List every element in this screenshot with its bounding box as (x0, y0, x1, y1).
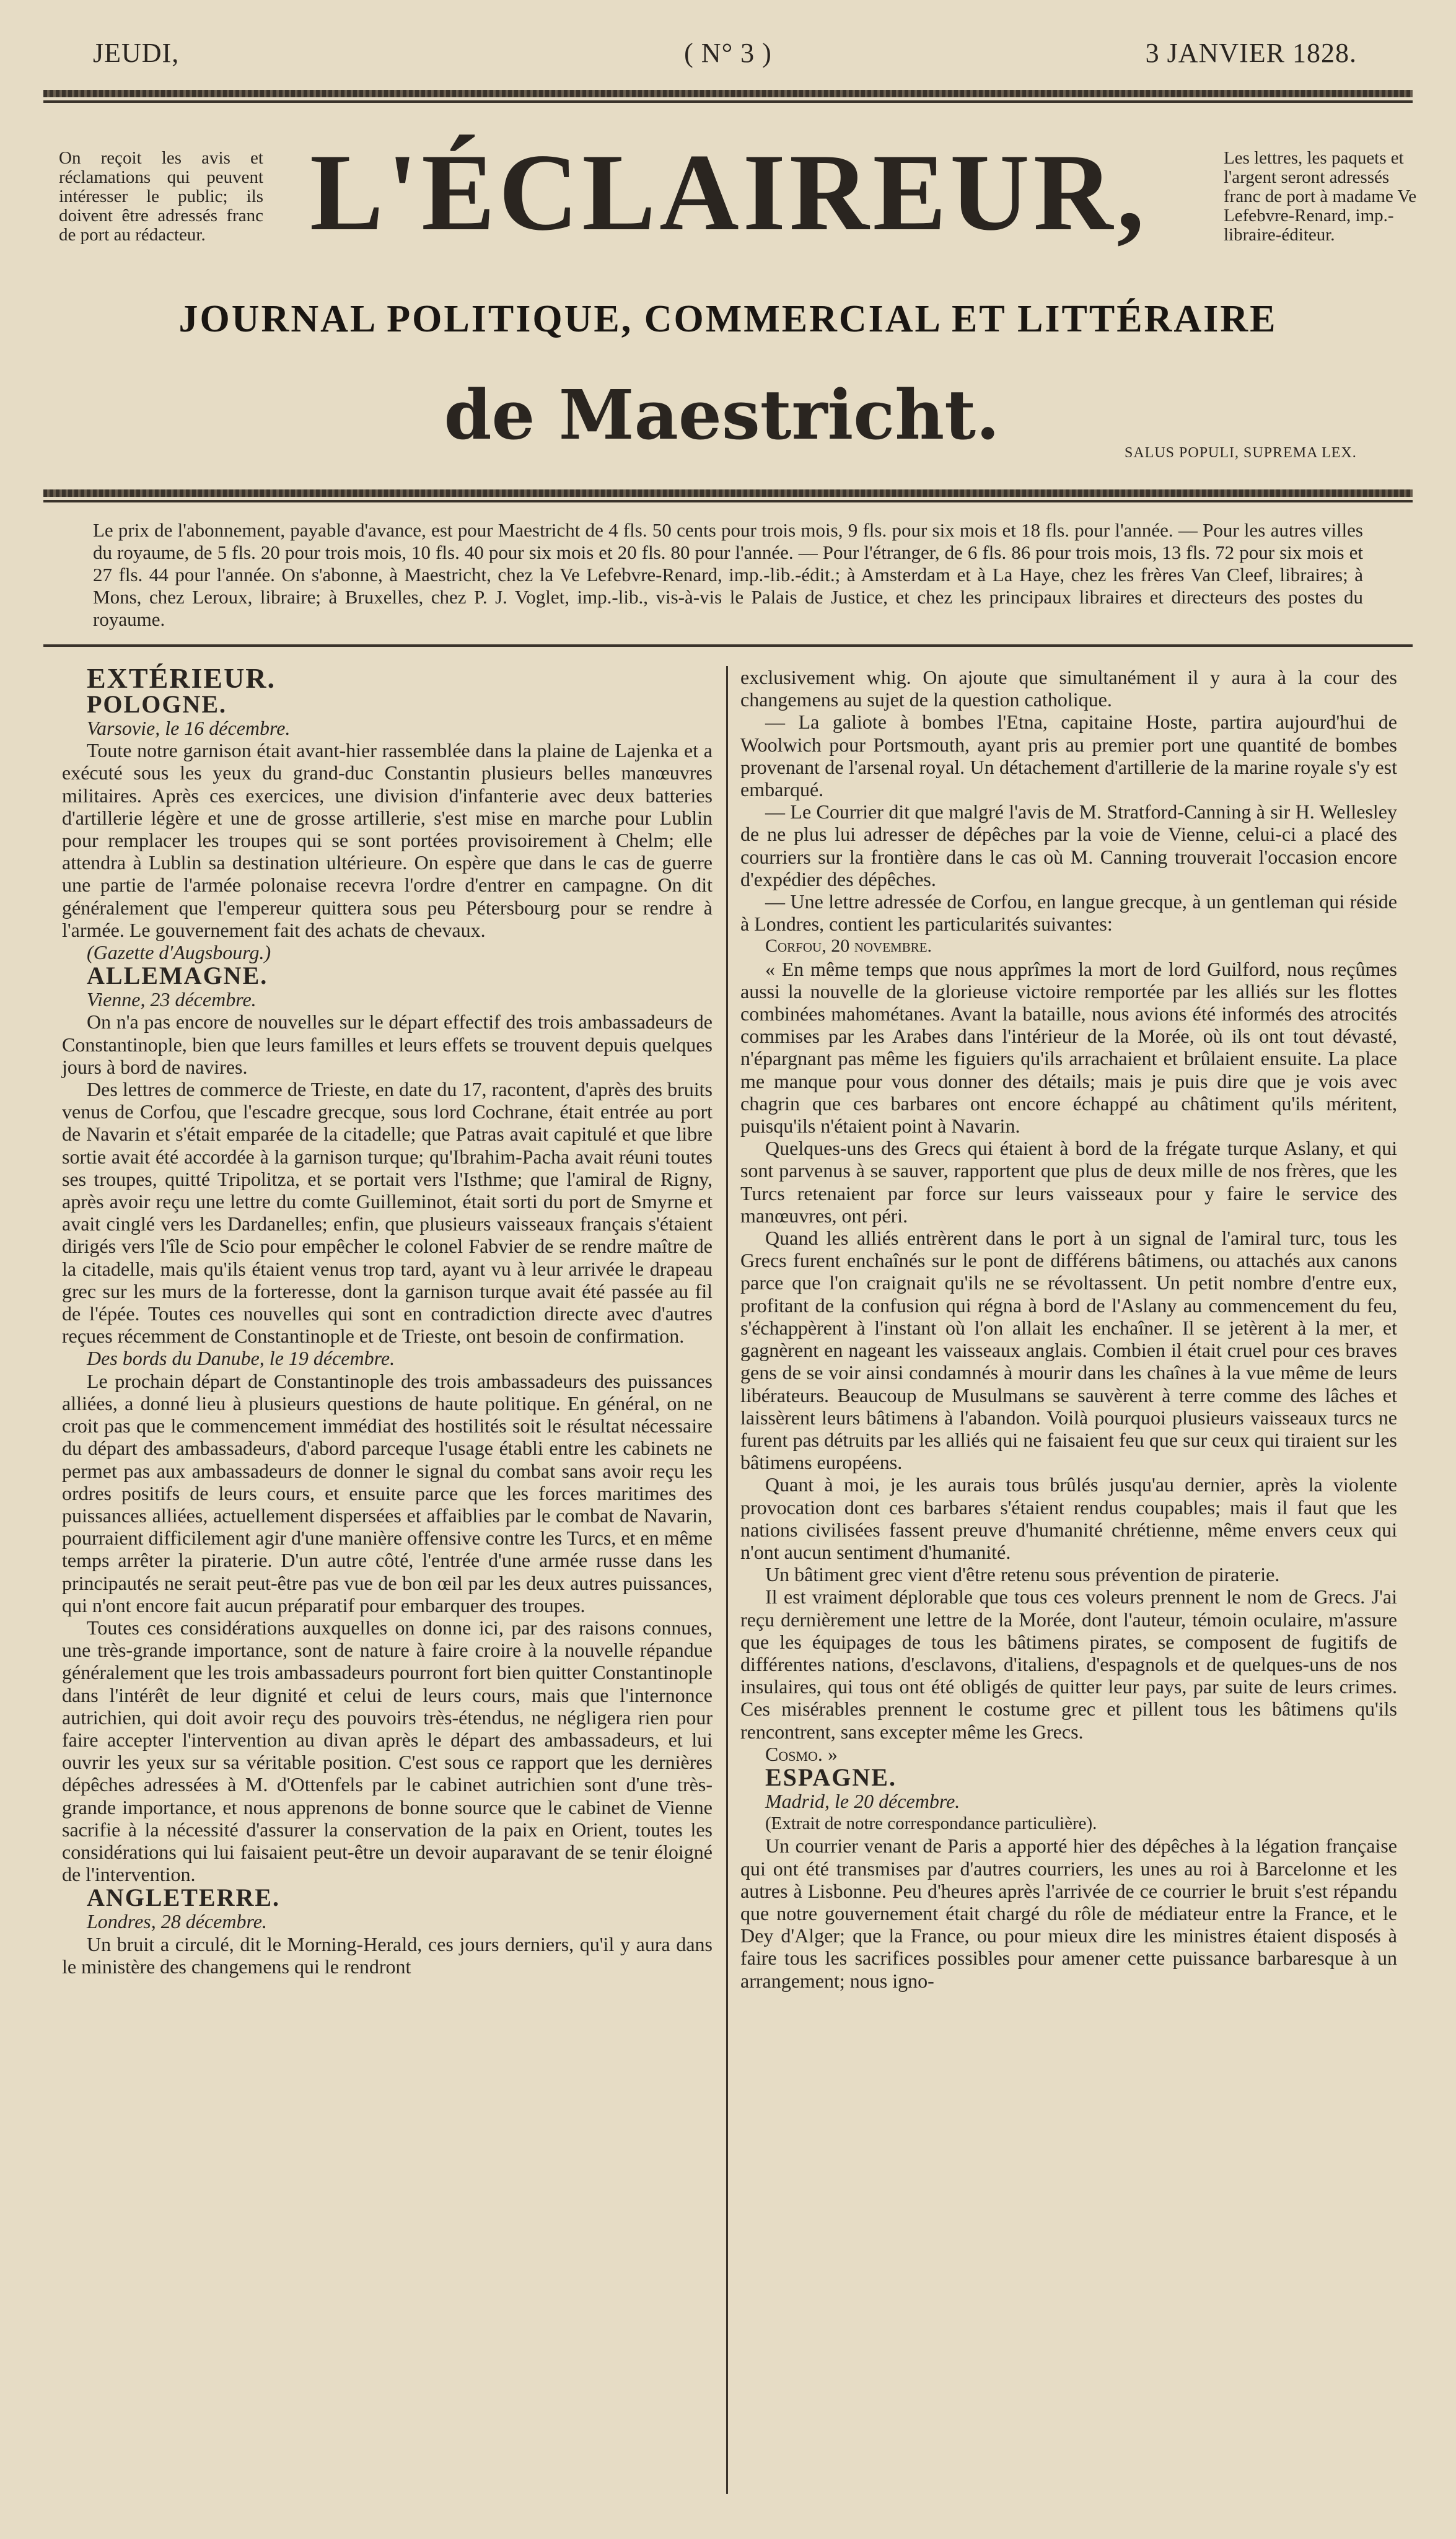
letter-paragraph-3: Quand les alliés entrèrent dans le port à un signal de l'amiral turc, tous les Grecs furent enchaînés sur le pont de différens bâtimens, ou attachés aux canons parce que l'on craignait qu'ils ne se révoltassent. Un petit nombre d'entre eux, profitant de la confusion qui régna à bord de l'Aslany au commencement du feu, s'échappèrent à l'instant où l'on allait les enchaîner. Il se jetèrent à la mer, et gagnèrent en nageant les vaisseaux anglais. Combien il était cruel pour ces braves gens de se voir ainsi condamnés à mourir dans les chaînes à la vue même de leurs libérateurs. Beaucoup de Musulmans se sauvèrent à terre comme des lâches et laissèrent leurs bâtimens à l'abandon. Voilà pourquoi plusieurs vaisseaux turcs ne furent pas détruits par les alliés qui ne faisaient feu que sur ceux qui tiraient sur les bâtimens européens. (740, 1227, 1397, 1474)
source-credit: (Gazette d'Augsbourg.) (87, 941, 271, 964)
section-allemagne: ALLEMAGNE. (87, 962, 268, 990)
issue-number: ( N° 3 ) (684, 38, 772, 68)
left-column (62, 662, 713, 1978)
section-angleterre: ANGLETERRE. (87, 1883, 281, 1912)
right-column (740, 666, 1397, 1992)
top-rule-thin (43, 100, 1413, 103)
article-madrid-1: Un courrier venant de Paris a apporté hier des dépêches à la légation française qui ont été transmises par d'autres courriers, les unes au roi à Barcelonne et les autres à Lisbonne. Peu d'heures après l'arrivée de ce courrier le bruit s'est répandu que notre gouvernement était chargé du rôle de médiateur entre la France, et le Dey d'Alger; que la France, ou pour mieux dire les ministres étaient disposés à faire tous les sacrifices possibles pour amener cette puissance barbaresque à un arrangement; nous igno- (740, 1835, 1397, 1992)
dateline-corfou: Corfou, 20 novembre. (765, 936, 932, 957)
subscription-rule (43, 644, 1413, 647)
dateline-varsovie: Varsovie, le 16 décembre. (87, 717, 291, 739)
section-pologne: POLOGNE. (87, 690, 227, 718)
letter-paragraph-1: « En même temps que nous apprîmes la mort de lord Guilford, nous reçûmes aussi la nouvelle de la glorieuse victoire remportée par les alliés sur les flottes combinées mahométanes. Avant la bataille, nous avions été informés des atrocités commises par les Arabes dans l'intérieur de la Morée, où ils ont tout dévasté, n'épargnant pas même les figuiers qu'ils arrachaient et brûlaient ensuite. La place me manque pour vous donner des détails; mais je puis dire que je vois avec chagrin que ces barbares ont encore échappé au châtiment qu'ils méritent, puisqu'ils n'étaient point à Navarin. (740, 957, 1397, 1138)
masthead-rule-thin (43, 500, 1413, 502)
masthead-city: de Maestricht. (444, 375, 1000, 455)
issue-day: JEUDI, (93, 38, 180, 68)
dateline-danube: Des bords du Danube, le 19 décembre. (87, 1347, 395, 1370)
article-pologne: Toute notre garnison était avant-hier rassemblée dans la plaine de Lajenka et a exécuté sous les yeux du grand-duc Constantin plusieurs belles manœuvres militaires. Après ces exercices, une division d'infanterie avec deux batteries d'artillerie légère et une de grosse artillerie, s'est mise en marche pour Lublin pour remplacer les troupes qui se sont portées provisoirement à Chelm; elle attendra à Lublin sa destination ultérieure. On espère que dans le cas de guerre une partie de l'armée polonaise recevra l'ordre d'entrer en campagne. On dit généralement que l'empereur quittera sous peu Pétersbourg pour se rendre à l'armée. Le gouvernement fait des achats de chevaux. (62, 739, 713, 941)
article-vienne-1: On n'a pas encore de nouvelles sur le départ effectif des trois ambassadeurs de Constantinople, bien que leurs familles et leurs effets se trouvent depuis quelques jours à bord de navires. (62, 1011, 713, 1078)
right-notice: Les lettres, les paquets et l'argent seront adressés franc de port à madame Ve Lefebvre-Renard, imp.-libraire-éditeur. (1224, 148, 1417, 245)
article-etna: — La galiote à bombes l'Etna, capitaine Hoste, partira aujourd'hui de Woolwich pour Portsmouth, ayant pris au premier port une quantité de bombes provenant de l'arsenal royal. Un détachement d'artillerie de la marine royale s'y est embarqué. (740, 711, 1397, 801)
letter-paragraph-5: Un bâtiment grec vient d'être retenu sous prévention de piraterie. (765, 1563, 1280, 1586)
dateline-madrid: Madrid, le 20 décembre. (765, 1789, 960, 1812)
article-danube-1: Le prochain départ de Constantinople des trois ambassadeurs des puissances alliées, a donné lieu à plusieurs questions de haute politique. En général, on ne croit pas que le commencement immédiat des hostilités soit le résultat nécessaire du départ des ambassadeurs, d'abord parceque l'usage établi entre les cabinets ne permet pas aux ambassadeurs de donner le signal du combat sans avoir reçu les ordres positifs de leurs cours, et ensuite parce que les forces maritimes des puissances alliées, actuellement dispersées et affaiblies par le combat de Navarin, pourraient difficilement agir d'une manière offensive contre les Turcs, et en même temps arrêter la piraterie. D'un autre côté, l'entrée d'une armée russe dans les principautés ne serait peut-être pas vue de bon œil par les deux autres puissances, qui n'ont encore fait aucun préparatif pour embarquer des troupes. (62, 1369, 713, 1616)
dateline-vienne: Vienne, 23 décembre. (87, 988, 257, 1011)
article-corfou-intro: — Une lettre adressée de Corfou, en langue grecque, à un gentleman qui réside à Londres, contient les particularités suivantes: (740, 890, 1397, 936)
article-londres-1: Un bruit a circulé, dit le Morning-Herald, ces jours derniers, qu'il y aura dans le ministère des changemens qui le rendront (62, 1932, 713, 1978)
section-espagne: ESPAGNE. (765, 1763, 897, 1791)
masthead-subtitle: JOURNAL POLITIQUE, COMMERCIAL ET LITTÉRAIRE (178, 298, 1278, 340)
letter-paragraph-2: Quelques-uns des Grecs qui étaient à bord de la frégate turque Aslany, et qui sont parvenus à se sauver, rapportent que plus de deux mille de nos frères, que les Turcs retenaient par force sur leurs vaisseaux pour y faire le service des manœuvres, ont péri. (740, 1137, 1397, 1227)
masthead-title: L'ÉCLAIREUR, (310, 131, 1148, 253)
letter-paragraph-4: Quant à moi, je les aurais tous brûlés jusqu'au dernier, après la violente provocation dont ces barbares s'étaient rendus coupables; mais il faut que les nations civilisées fassent preuve d'humanité chrétienne, même envers ceux qui n'ont aucun sentiment d'humanité. (740, 1473, 1397, 1563)
issue-date: 3 JANVIER 1828. (1145, 38, 1357, 68)
masthead-rule (43, 489, 1413, 497)
letter-paragraph-6: Il est vraiment déplorable que tous ces voleurs prennent le nom de Grecs. J'ai reçu dernièrement une lettre de la Morée, dont l'auteur, témoin oculaire, m'assure que les équipages de tous les bâtimens pirates, se composent de fugitifs de différentes nations, d'esclavons, d'italiens, d'espagnols et de quelques-uns de nos insulaires, qui tous ont été obligés de quitter leur pays, par suite de leurs crimes. Ces misérables prennent le costume grec et pillent tous les bâtimens qu'ils rencontrent, sans excepter même les Grecs. (740, 1585, 1397, 1743)
subscription-text: Le prix de l'abonnement, payable d'avance, est pour Maestricht de 4 fls. 50 cents pour trois mois, 9 fls. pour six mois et 18 fls. pour l'année. — Pour les autres villes du royaume, de 5 fls. 20 pour trois mois, 10 fls. 40 pour six mois et 20 fls. 80 pour l'année. — Pour l'étranger, de 6 fls. 86 pour trois mois, 13 fls. 72 pour six mois et 27 fls. 44 pour l'année. On s'abonne, à Maestricht, chez la Ve Lefebvre-Renard, imp.-lib.-édit.; à Amsterdam et à La Haye, chez les frères Van Cleef, libraires; à Mons, chez Leroux, libraire; à Bruxelles, chez P. J. Voglet, imp.-lib., vis-à-vis le Palais de Justice, et chez les principaux libraires et directeurs des postes du royaume. (93, 519, 1363, 630)
top-rule (43, 90, 1413, 97)
dateline-londres: Londres, 28 décembre. (87, 1910, 267, 1933)
letter-signature: Cosmo. » (765, 1742, 838, 1765)
section-exterieur: EXTÉRIEUR. (87, 662, 276, 694)
article-londres-cont: exclusivement whig. On ajoute que simultanément il y aura à la cour des changemens au sujet de la question catholique. (740, 666, 1397, 711)
left-notice: On reçoit les avis et réclamations qui peuvent intéresser le public; ils doivent être adressés franc de port au rédacteur. (59, 148, 263, 245)
subscription-notice (93, 519, 1363, 631)
article-vienne-2: Des lettres de commerce de Trieste, en date du 17, racontent, d'après des bruits venus de Corfou, que l'escadre grecque, sous lord Cochrane, était entrée au port de Navarin et s'était emparée de la citadelle; que Patras avait capitulé et que libre sortie avait été accordée à la garnison turque; qu'Ibrahim-Pacha avait réuni toutes ses troupes, quitté Tripolitza, et se portait vers l'Isthme; que l'amiral de Rigny, après avoir reçu une lettre du comte Guilleminot, était sorti du port de Smyrne et avait cinglé vers les Dardanelles; enfin, que plusieurs vaisseaux français s'étaient dirigés vers l'île de Scio pour empêcher le colonel Fabvier de se rendre maître de la citadelle, mais qu'ils étaient venus trop tard, ayant vu à leur arrivée le drapeau grec sur les murs de la forteresse, dont la garnison turque avait été passée au fil de l'épée. Toutes ces nouvelles qui sont en contradiction directe avec d'autres reçues récemment de Constantinople et de Trieste, ont besoin de confirmation. (62, 1078, 713, 1348)
masthead-motto: SALUS POPULI, SUPREMA LEX. (1125, 445, 1357, 461)
article-danube-2: Toutes ces considérations auxquelles on donne ici, par des raisons connues, une très-grande importance, sont de nature à faire croire à la nouvelle répandue généralement que les trois ambassadeurs pourront fort bien quitter Constantinople dans l'intérêt de leur dignité et celui de leurs cours, mais que l'internonce autrichien, qui doit avoir reçu des pouvoirs très-étendus, ne négligera rien pour faire accepter l'intervention au divan après le départ des ambassadeurs, et lui ouvrir les yeux sur sa véritable position. C'est sous ce rapport que les dernières dépêches adressées à M. d'Ottenfels par le cabinet autrichien sont d'une très-grande importance, et nous apprenons de bonne source que le cabinet de Vienne sacrifie à la nécessité d'assurer la conservation de la paix en Orient, toutes les considérations qui lui faisaient peut-être un devoir auparavant de se tenir éloigné de l'intervention. (62, 1616, 713, 1886)
column-divider (726, 666, 728, 2494)
correspondence-note: (Extrait de notre correspondance particulière). (765, 1813, 1097, 1834)
article-courrier: — Le Courrier dit que malgré l'avis de M. Stratford-Canning à sir H. Wellesley de ne plus lui adresser de dépêches par la voie de Vienne, celui-ci a placé des courriers sur la frontière dans le cas où M. Canning trouverait l'occasion encore d'expédier des dépêches. (740, 800, 1397, 890)
